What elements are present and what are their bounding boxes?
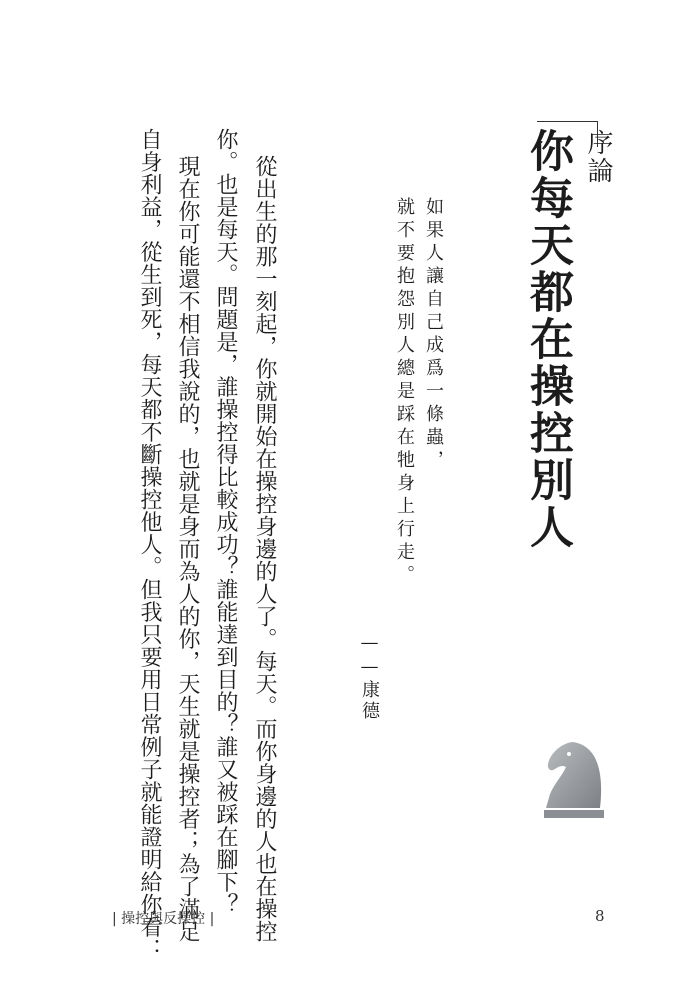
chapter-label: 序論 [583,129,613,185]
epigraph-author: ——康德 [359,632,380,722]
chess-knight-icon [542,738,606,822]
epigraph-line-1: 如果人讓自己成爲一條蟲， [423,197,444,473]
body-column-1: 從出生的那一刻起，你就開始在操控身邊的人了。每天。而你身邊的人也在操控 [252,155,277,943]
body-column-3: 現在你可能還不相信我說的，也就是身而為人的你，天生就是操控者；為了滿足 [175,155,200,943]
body-column-2: 你。也是每天。問題是，誰操控得比較成功？誰能達到目的？誰又被踩在腳下？ [213,128,238,916]
heading-rule-top [537,121,597,122]
footer-book-title: | 操控與反操控 | [112,911,215,927]
body-column-4: 自身利益，從生到死，每天都不斷操控他人。但我只要用日常例子就能證明給你看： [137,128,162,961]
page-number: 8 [595,907,605,925]
chapter-title: 你每天都在操控別人 [522,128,573,551]
epigraph-line-2: 就不要抱怨別人總是踩在牠身上行走。 [394,197,415,588]
